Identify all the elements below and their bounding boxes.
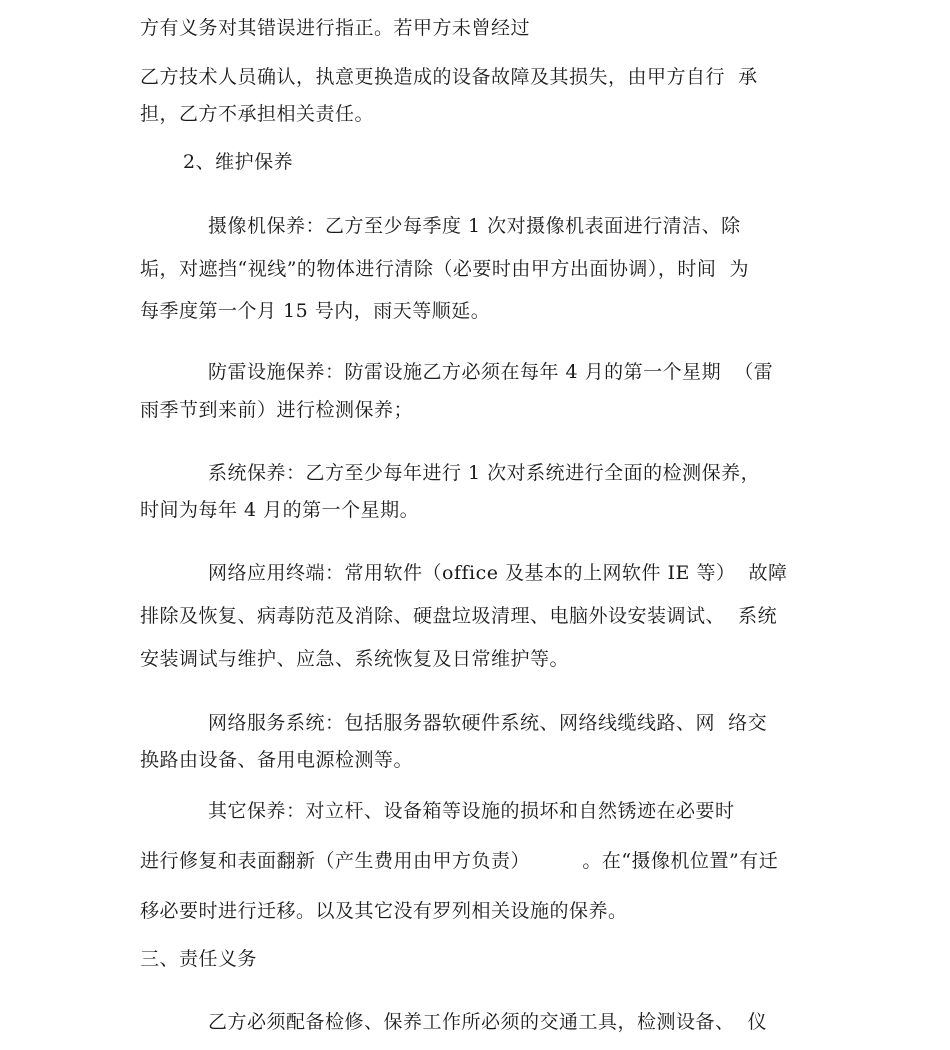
text-line: 乙方必须配备检修、保养工作所必须的交通工具，检测设备、 仪 xyxy=(208,1011,768,1033)
text-line: 其它保养：对立杆、设备箱等设施的损坏和自然锈迹在必要时 xyxy=(208,800,735,822)
text-line: 雨季节到来前）进行检测保养； xyxy=(140,399,414,421)
text-line: 换路由设备、备用电源检测等。 xyxy=(140,749,414,771)
text-line: 排除及恢复、病毒防范及消除、硬盘垃圾清理、电脑外设安装调试、 系统 xyxy=(140,605,778,627)
text-line: 担，乙方不承担相关责任。 xyxy=(140,103,375,125)
section-heading: 2、维护保养 xyxy=(183,151,294,173)
text-line: 乙方技术人员确认，执意更换造成的设备故障及其损失，由甲方自行 承 xyxy=(140,66,758,88)
text-line: 摄像机保养：乙方至少每季度 1 次对摄像机表面进行清洁、除 xyxy=(208,215,741,237)
text-line: 方有义务对其错误进行指正。若甲方未曾经过 xyxy=(140,17,531,39)
section-heading: 三、责任义务 xyxy=(140,948,258,970)
text-line: 时间为每年 4 月的第一个星期。 xyxy=(140,499,420,521)
text-line: 系统保养：乙方至少每年进行 1 次对系统进行全面的检测保养， xyxy=(208,462,761,484)
text-line: 安装调试与维护、应急、系统恢复及日常维护等。 xyxy=(140,648,570,670)
text-line: 防雷设施保养：防雷设施乙方必须在每年 4 月的第一个星期 （雷 xyxy=(208,361,774,383)
text-line: 网络服务系统：包括服务器软硬件系统、网络线缆线路、网 络交 xyxy=(208,712,768,734)
text-line: 进行修复和表面翻新（产生费用由甲方负责） 。在“摄像机位置”有迁 xyxy=(140,850,779,872)
text-line: 每季度第一个月 15 号内，雨天等顺延。 xyxy=(140,300,491,322)
text-line: 网络应用终端：常用软件（office 及基本的上网软件 IE 等） 故障 xyxy=(208,562,788,584)
text-line: 垢，对遮挡“视线”的物体进行清除（必要时由甲方出面协调），时间 为 xyxy=(140,258,750,280)
text-line: 移必要时进行迁移。以及其它没有罗列相关设施的保养。 xyxy=(140,900,628,922)
